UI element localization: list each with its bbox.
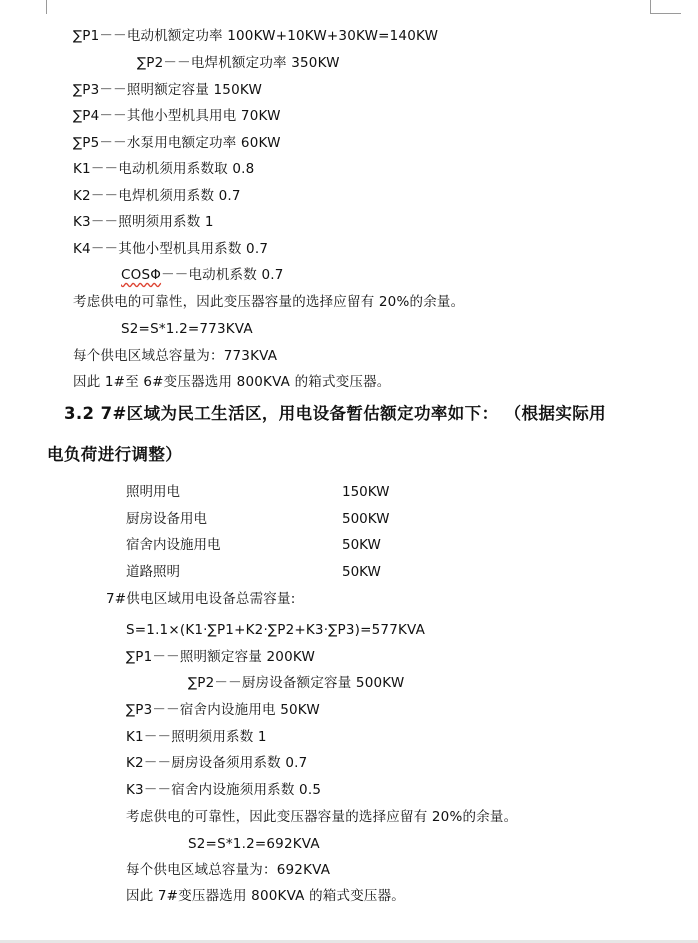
demand-formula: S=1.1×(K1·∑P1+K2·∑P2+K3·∑P3)=577KVA	[126, 622, 426, 638]
cos-phi-text: －－电动机系数 0.7	[161, 267, 284, 283]
reliability-note: 考虑供电的可靠性，因此变压器容量的选择应留有 20%的余量。	[126, 809, 518, 825]
k1-line: K1－－照明须用系数 1	[126, 729, 267, 745]
sum-p4-line: ∑P4－－其他小型机具用电 70KW	[73, 108, 281, 124]
k3-line: K3－－照明须用系数 1	[73, 214, 214, 230]
equipment-name: 宿舍内设施用电	[126, 537, 221, 553]
sum-p2-line: ∑P2－－厨房设备额定容量 500KW	[188, 675, 405, 691]
sum-p2-line: ∑P2－－电焊机额定功率 350KW	[137, 55, 340, 71]
sum-p1-line: ∑P1－－电动机额定功率 100KW+10KW+30KW=140KW	[73, 28, 439, 44]
crop-mark-right-horizontal	[651, 13, 681, 14]
k2-line: K2－－电焊机须用系数 0.7	[73, 188, 241, 204]
crop-mark-right	[650, 0, 651, 14]
total-capacity: 每个供电区域总容量为：692KVA	[126, 862, 331, 878]
total-capacity: 每个供电区域总容量为：773KVA	[73, 348, 278, 364]
sum-p1-line: ∑P1－－照明额定容量 200KW	[126, 649, 316, 665]
k1-line: K1－－电动机须用系数取 0.8	[73, 161, 255, 177]
crop-mark-left	[46, 0, 47, 14]
sum-p5-line: ∑P5－－水泵用电额定功率 60KW	[73, 135, 281, 151]
k2-line: K2－－厨房设备须用系数 0.7	[126, 755, 308, 771]
equipment-value: 500KW	[342, 511, 390, 527]
s2-formula: S2=S*1.2=692KVA	[188, 836, 320, 852]
section-heading-line1: 3.2 7#区域为民工生活区，用电设备暂估额定功率如下： （根据实际用	[64, 404, 607, 423]
k3-line: K3－－宿舍内设施须用系数 0.5	[126, 782, 322, 798]
demand-caption: 7#供电区域用电设备总需容量:	[106, 591, 296, 607]
cos-phi-symbol: COSΦ	[121, 267, 162, 283]
k4-line: K4－－其他小型机具用系数 0.7	[73, 241, 269, 257]
equipment-value: 50KW	[342, 564, 381, 580]
equipment-value: 150KW	[342, 484, 390, 500]
reliability-note: 考虑供电的可靠性，因此变压器容量的选择应留有 20%的余量。	[73, 294, 465, 310]
transformer-conclusion: 因此 1#至 6#变压器选用 800KVA 的箱式变压器。	[73, 374, 391, 390]
s2-formula: S2=S*1.2=773KVA	[121, 321, 253, 337]
equipment-value: 50KW	[342, 537, 381, 553]
section-heading-line2: 电负荷进行调整）	[47, 445, 183, 464]
transformer-conclusion: 因此 7#变压器选用 800KVA 的箱式变压器。	[126, 888, 406, 904]
sum-p3-line: ∑P3－－照明额定容量 150KW	[73, 82, 263, 98]
equipment-name: 厨房设备用电	[126, 511, 207, 527]
equipment-name: 照明用电	[126, 484, 180, 500]
equipment-name: 道路照明	[126, 564, 180, 580]
cos-phi-line	[121, 266, 284, 284]
sum-p3-line: ∑P3－－宿舍内设施用电 50KW	[126, 702, 320, 718]
